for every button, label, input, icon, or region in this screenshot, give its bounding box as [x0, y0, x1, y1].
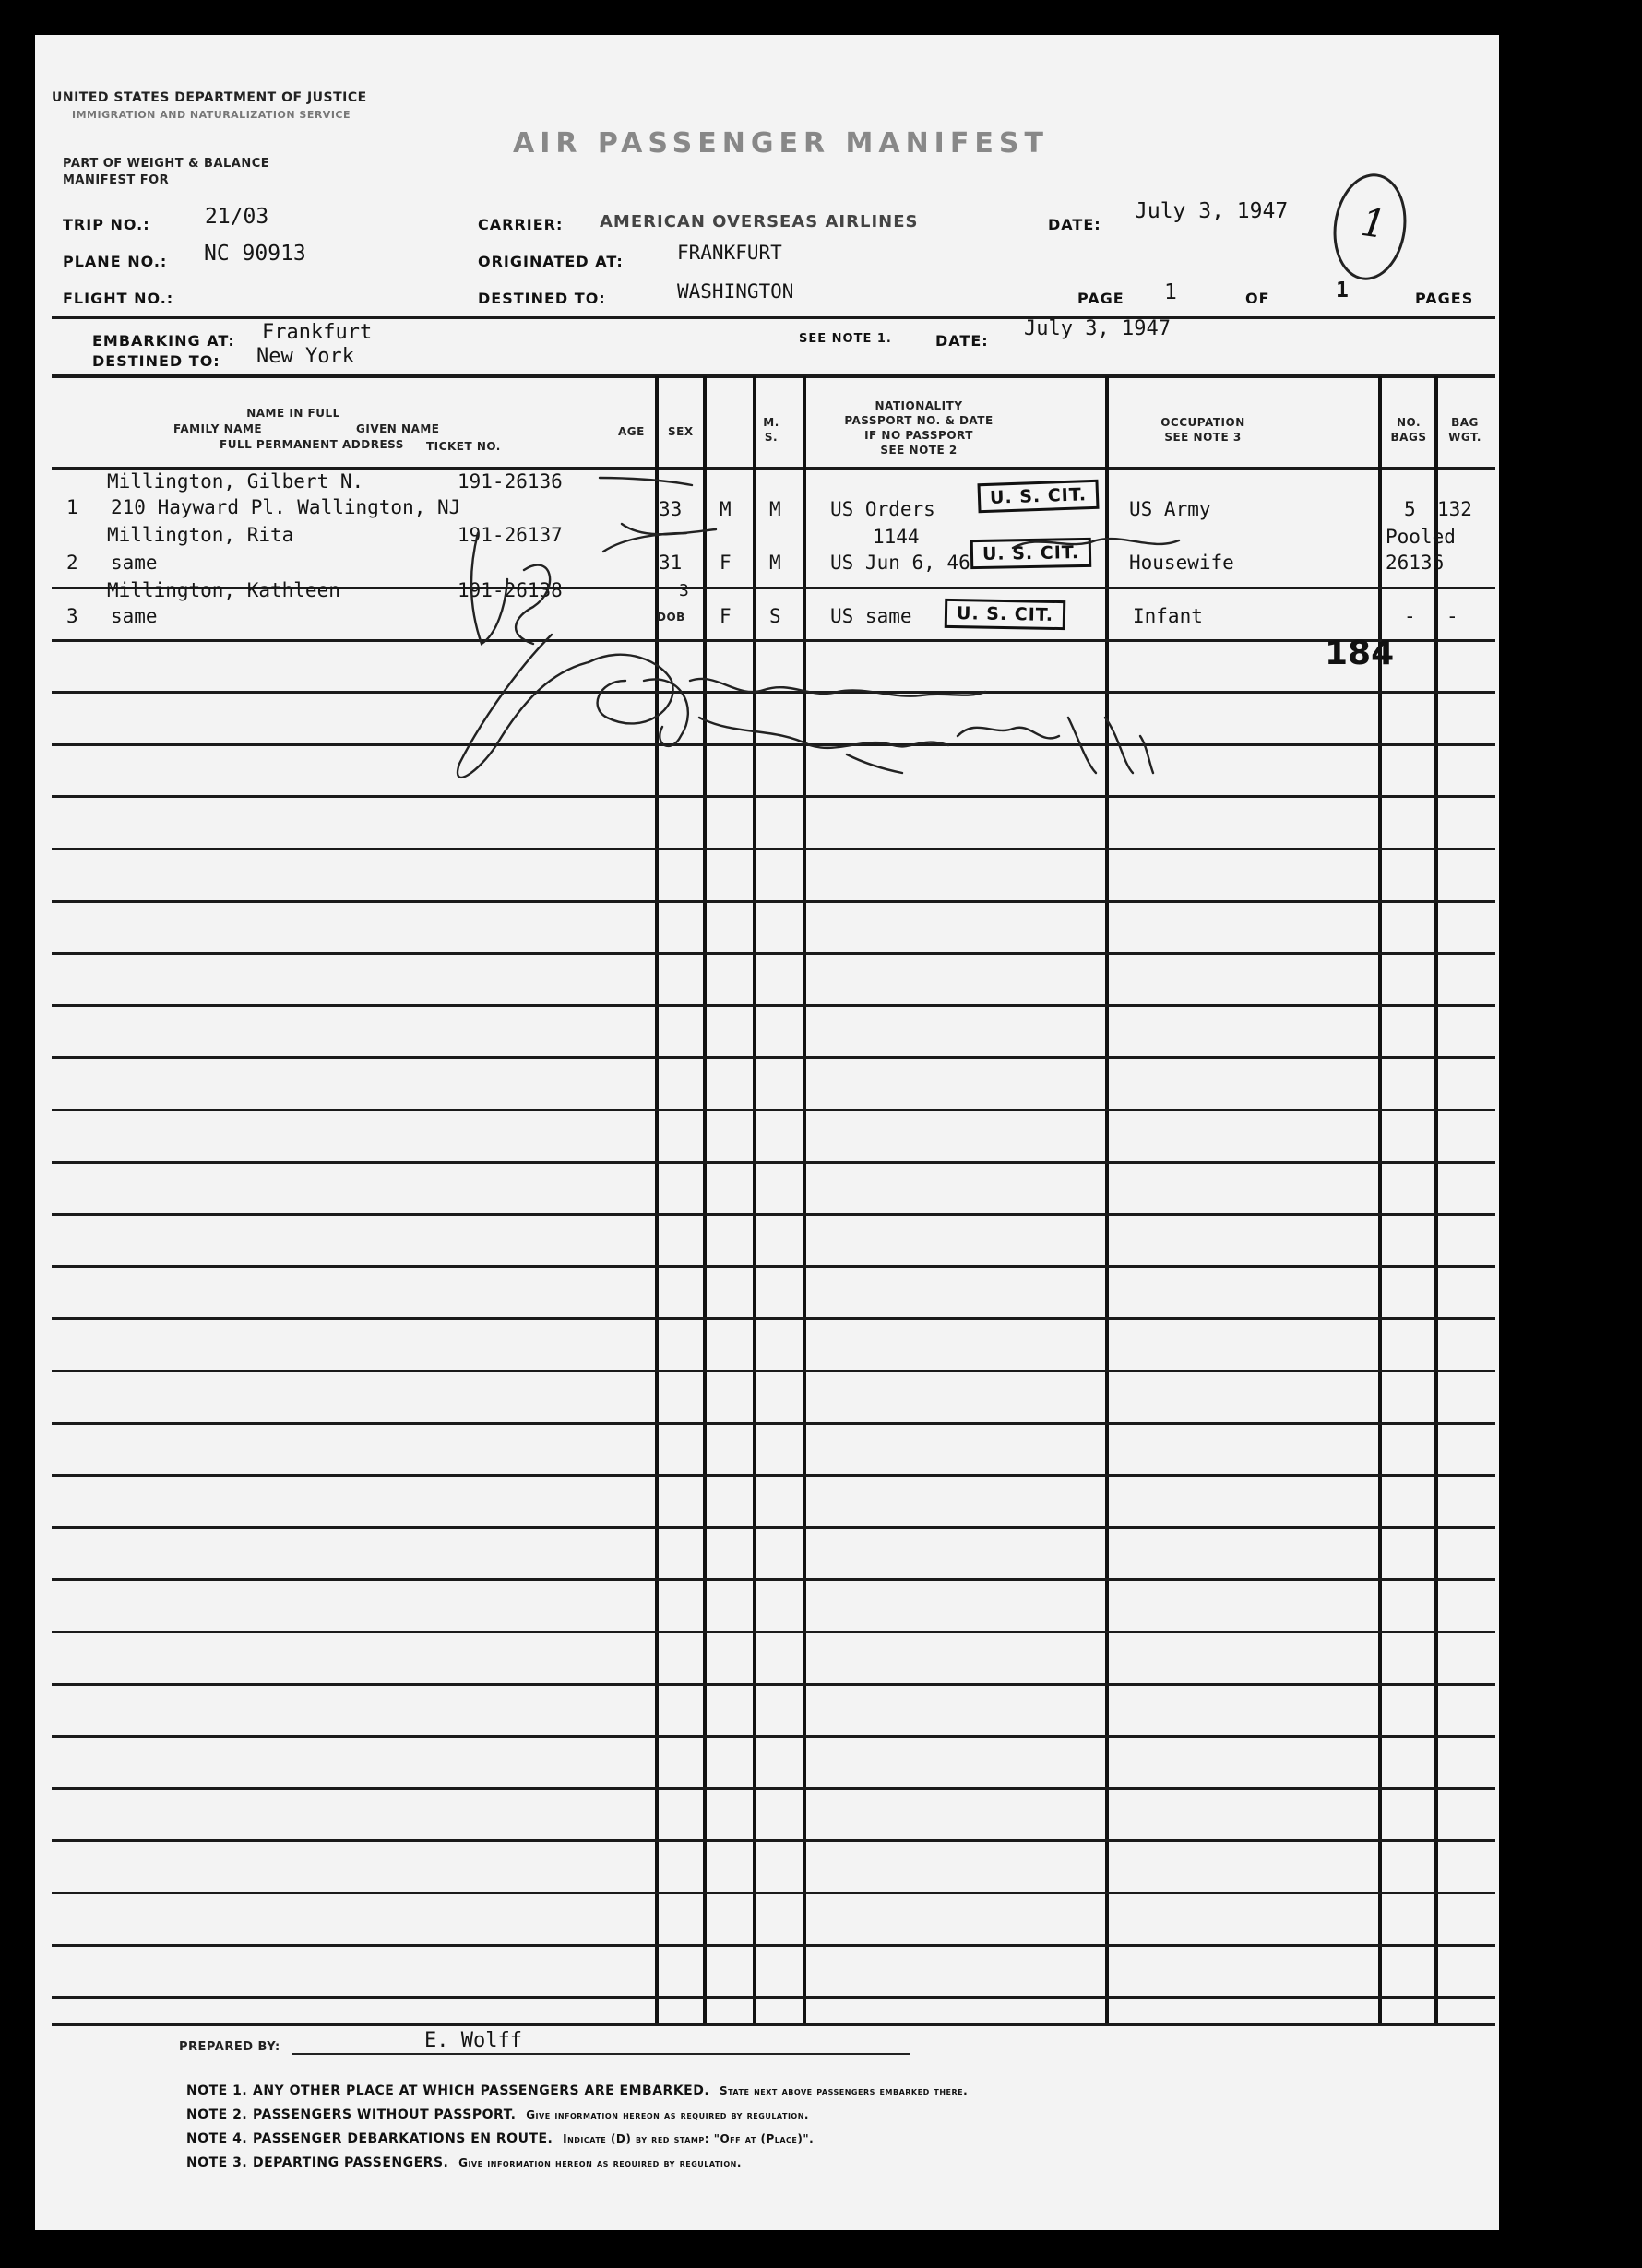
nationality: US same [830, 605, 912, 627]
occupation: Infant [1133, 605, 1203, 627]
row-number: 1 [66, 496, 78, 518]
col-given-header: GIVEN NAME [356, 422, 440, 435]
passenger-address: same [111, 552, 158, 574]
bag-weight: - [1446, 605, 1458, 627]
occupation: US Army [1129, 498, 1211, 520]
passenger-sex: F [720, 552, 732, 574]
service-name: IMMIGRATION AND NATURALIZATION SERVICE [72, 109, 351, 121]
passenger-sex: F [720, 605, 732, 627]
note-3: NOTE 3. DEPARTING PASSENGERS. Give information hereon as required by regulation. [186, 2155, 742, 2170]
handwritten-signature [35, 35, 1499, 2230]
date-value: July 3, 1947 [1135, 199, 1289, 223]
destined-value: WASHINGTON [677, 280, 794, 303]
of-label: OF [1245, 290, 1270, 307]
ticket-number: 191-26138 [458, 579, 563, 601]
flight-label: FLIGHT NO.: [63, 290, 174, 307]
passenger-age: 31 [659, 552, 683, 574]
nationality: US Jun 6, 46 [830, 552, 970, 574]
trip-value: 21/03 [205, 205, 269, 229]
destined-to-value: New York [256, 345, 354, 368]
circled-page-number: 1 [1327, 169, 1412, 285]
ticket-number: 191-26136 [458, 470, 563, 493]
col-name-header: NAME IN FULL [246, 407, 340, 420]
col-bags-header: NO. BAGS [1390, 416, 1427, 444]
bag-count: 5 [1404, 498, 1416, 520]
bag-weight: 26136 [1386, 552, 1445, 574]
passenger-name: Millington, Gilbert N. [107, 470, 364, 493]
plane-label: PLANE NO.: [63, 253, 168, 270]
marital-status: M [769, 498, 781, 520]
col-ticket-header: TICKET NO. [426, 440, 501, 453]
dob-note: DOB [657, 611, 685, 623]
passenger-sex: M [720, 498, 732, 520]
col-wgt-header: BAG WGT. [1448, 416, 1481, 444]
carrier-value: AMERICAN OVERSEAS AIRLINES [600, 212, 919, 232]
row-number: 3 [66, 605, 78, 627]
passenger-address: 210 Hayward Pl. Wallington, NJ [111, 496, 461, 518]
part-of-label-1: PART OF WEIGHT & BALANCE [63, 157, 270, 171]
page-title: AIR PASSENGER MANIFEST [513, 127, 1049, 160]
destined-to-label: DESTINED TO: [92, 352, 220, 370]
date-label: DATE: [1048, 216, 1101, 233]
part-of-label-2: MANIFEST FOR [63, 173, 170, 187]
destined-label: DESTINED TO: [478, 290, 606, 307]
prepared-by-value: E. Wolff [424, 2029, 522, 2052]
footer-notes [186, 2079, 968, 2175]
bag-count: Pooled [1386, 526, 1456, 548]
nationality: US Orders [830, 498, 935, 520]
passenger-age: 3 [679, 581, 689, 600]
plane-value: NC 90913 [204, 242, 306, 266]
page-value: 1 [1164, 280, 1177, 304]
pages-label: PAGES [1415, 290, 1474, 307]
citizen-stamp: U. S. CIT. [970, 538, 1092, 569]
note-2: NOTE 2. PASSENGERS WITHOUT PASSPORT. Give information hereon as required by regulation. [186, 2108, 809, 2122]
row-number: 2 [66, 552, 78, 574]
col-ms-header: M. S. [763, 416, 779, 444]
handwritten-total: 184 [1325, 635, 1395, 672]
marital-status: S [769, 605, 781, 627]
col-address-header: FULL PERMANENT ADDRESS [220, 438, 404, 451]
passenger-name: Millington, Kathleen [107, 579, 340, 601]
embark-date-label: DATE: [935, 332, 989, 350]
passenger-age: 33 [659, 498, 683, 520]
ticket-number: 191-26137 [458, 524, 563, 546]
see-note-label: SEE NOTE 1. [799, 332, 892, 346]
embarking-label: EMBARKING AT: [92, 332, 235, 350]
marital-status: M [769, 552, 781, 574]
page-label: PAGE [1077, 290, 1124, 307]
col-occupation-header: OCCUPATION SEE NOTE 3 [1160, 416, 1245, 444]
occupation: Housewife [1129, 552, 1234, 574]
col-nationality-header: NATIONALITY PASSPORT NO. & DATE IF NO PASSPORT SEE NOTE 2 [844, 399, 994, 457]
passenger-name: Millington, Rita [107, 524, 294, 546]
originated-value: FRANKFURT [677, 242, 782, 264]
citizen-stamp: U. S. CIT. [977, 480, 1099, 514]
col-age-header: AGE [618, 425, 645, 438]
passenger-address: same [111, 605, 158, 627]
col-sex-header: SEX [668, 425, 694, 438]
embarking-value: Frankfurt [262, 321, 373, 344]
embark-date-value: July 3, 1947 [1024, 317, 1171, 340]
trip-label: TRIP NO.: [63, 216, 150, 233]
prepared-by-label: PREPARED BY: [179, 2040, 280, 2054]
originated-label: ORIGINATED AT: [478, 253, 624, 270]
bag-count: - [1404, 605, 1416, 627]
note-4: NOTE 4. PASSENGER DEBARKATIONS EN ROUTE. Indicate (D) by red stamp: "Off at (Place)". [186, 2131, 815, 2146]
of-value: 1 [1336, 279, 1349, 303]
prepared-by-line [292, 2053, 910, 2055]
passport-number: 1144 [873, 526, 920, 548]
citizen-stamp: U. S. CIT. [945, 599, 1066, 630]
col-family-header: FAMILY NAME [173, 422, 263, 435]
agency-name: UNITED STATES DEPARTMENT OF JUSTICE [52, 90, 367, 105]
note-1: NOTE 1. ANY OTHER PLACE AT WHICH PASSENGERS ARE EMBARKED. State next above passengers embarked there. [186, 2084, 969, 2098]
bag-weight: 132 [1437, 498, 1472, 520]
manifest-page [35, 35, 1499, 2230]
carrier-label: CARRIER: [478, 216, 564, 233]
